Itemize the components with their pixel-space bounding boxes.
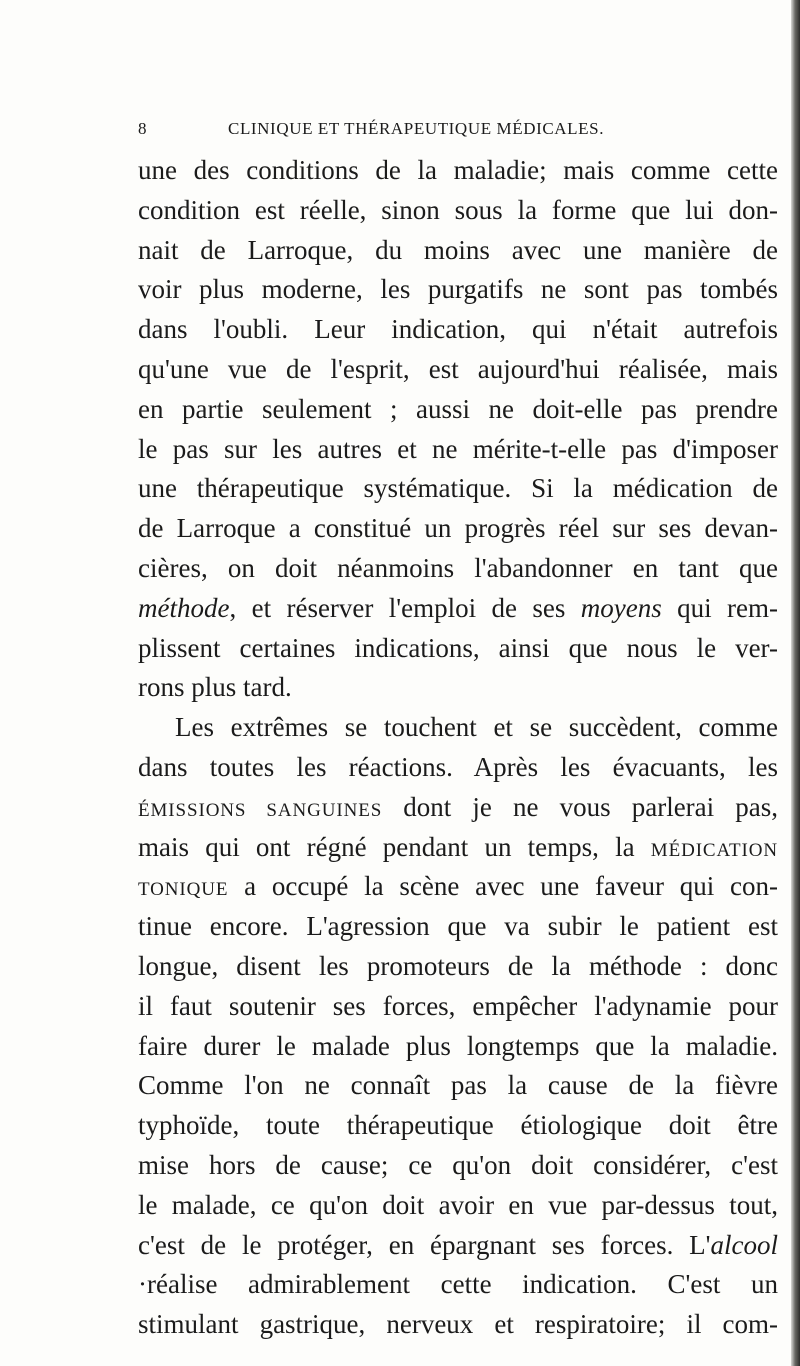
text-line: le malade, ce qu'on doit avoir en vue par-dessus tout, (138, 1189, 778, 1220)
text-segment: , et réserver l'emploi de ses (229, 592, 581, 623)
text-line: une des conditions de la maladie; mais comme cette (138, 155, 778, 185)
text-line (138, 828, 778, 868)
text-line: en partie seulement ; aussi ne doit-elle pas prendre (138, 393, 778, 424)
text-line: stimulant gastrique, nerveux et respiratoire; il com- (138, 1309, 778, 1340)
text-line: nait de Larroque, du moins avec une manière de (138, 234, 778, 265)
text-line: condition est réelle, sinon sous la forme que lui don- (138, 194, 778, 225)
text-line: mise hors de cause; ce qu'on doit considérer, c'est (138, 1149, 778, 1180)
text-line: ·réalise admirablement cette indication. C'est un (138, 1269, 778, 1300)
text-line: plissent certaines indications, ainsi que nous le ver- (138, 632, 778, 663)
text-line: il faut soutenir ses forces, empêcher l'adynamie pour (138, 990, 778, 1021)
text-line (138, 867, 778, 907)
text-segment: a occupé la scène avec une faveur qui con- (228, 871, 778, 902)
running-header (138, 118, 638, 140)
italic-term-alcool: alcool (710, 1229, 778, 1260)
text-line: tinue encore. L'agression que va subir le patient est (138, 911, 778, 942)
text-line: cières, on doit néanmoins l'abandonner en tant que (138, 552, 778, 583)
body-text (138, 151, 778, 1345)
paragraph-start-line: Les extrêmes se touchent et se succèdent, comme (175, 712, 778, 743)
text-line: Comme l'on ne connaît pas la cause de la fièvre (138, 1070, 778, 1101)
text-line: longue, disent les promoteurs de la méthode : donc (138, 950, 778, 981)
small-caps-term-medication: MÉDICATION (650, 839, 778, 861)
text-line: voir plus moderne, les purgatifs ne sont pas tombés (138, 274, 778, 305)
text-line: le pas sur les autres et ne mérite-t-elle pas d'imposer (138, 433, 778, 464)
text-line: dans l'oubli. Leur indication, qui n'était autrefois (138, 314, 778, 345)
text-line (138, 1226, 778, 1266)
small-caps-term-emissions: ÉMISSIONS SANGUINES (138, 799, 383, 821)
text-line: faire durer le malade plus longtemps que la maladie. (138, 1030, 778, 1061)
page-edge-shadow (791, 0, 800, 1366)
text-line: une thérapeutique systématique. Si la médication de (138, 473, 778, 504)
text-line: de Larroque a constitué un progrès réel sur ses devan- (138, 513, 778, 544)
text-segment: dont je ne vous parlerai pas, (382, 791, 778, 822)
page-number: 8 (138, 119, 148, 138)
paragraph-end-line: rons plus tard. (138, 672, 292, 703)
text-line (138, 788, 778, 828)
italic-term-moyens: moyens (580, 592, 662, 623)
text-segment: c'est de le protéger, en épargnant ses forces. L' (138, 1229, 711, 1260)
small-caps-term-tonique: TONIQUE (138, 879, 229, 901)
text-line: qu'une vue de l'esprit, est aujourd'hui réalisée, mais (138, 353, 778, 384)
running-title: CLINIQUE ET THÉRAPEUTIQUE MÉDICALES. (228, 119, 605, 138)
text-line: dans toutes les réactions. Après les évacuants, les (138, 751, 778, 782)
italic-term-methode: méthode (138, 592, 230, 623)
text-line (138, 589, 778, 629)
text-segment: mais qui ont régné pendant un temps, la (138, 831, 651, 862)
text-line: typhoïde, toute thérapeutique étiologique doit être (138, 1110, 778, 1141)
text-segment: qui rem- (661, 592, 778, 623)
